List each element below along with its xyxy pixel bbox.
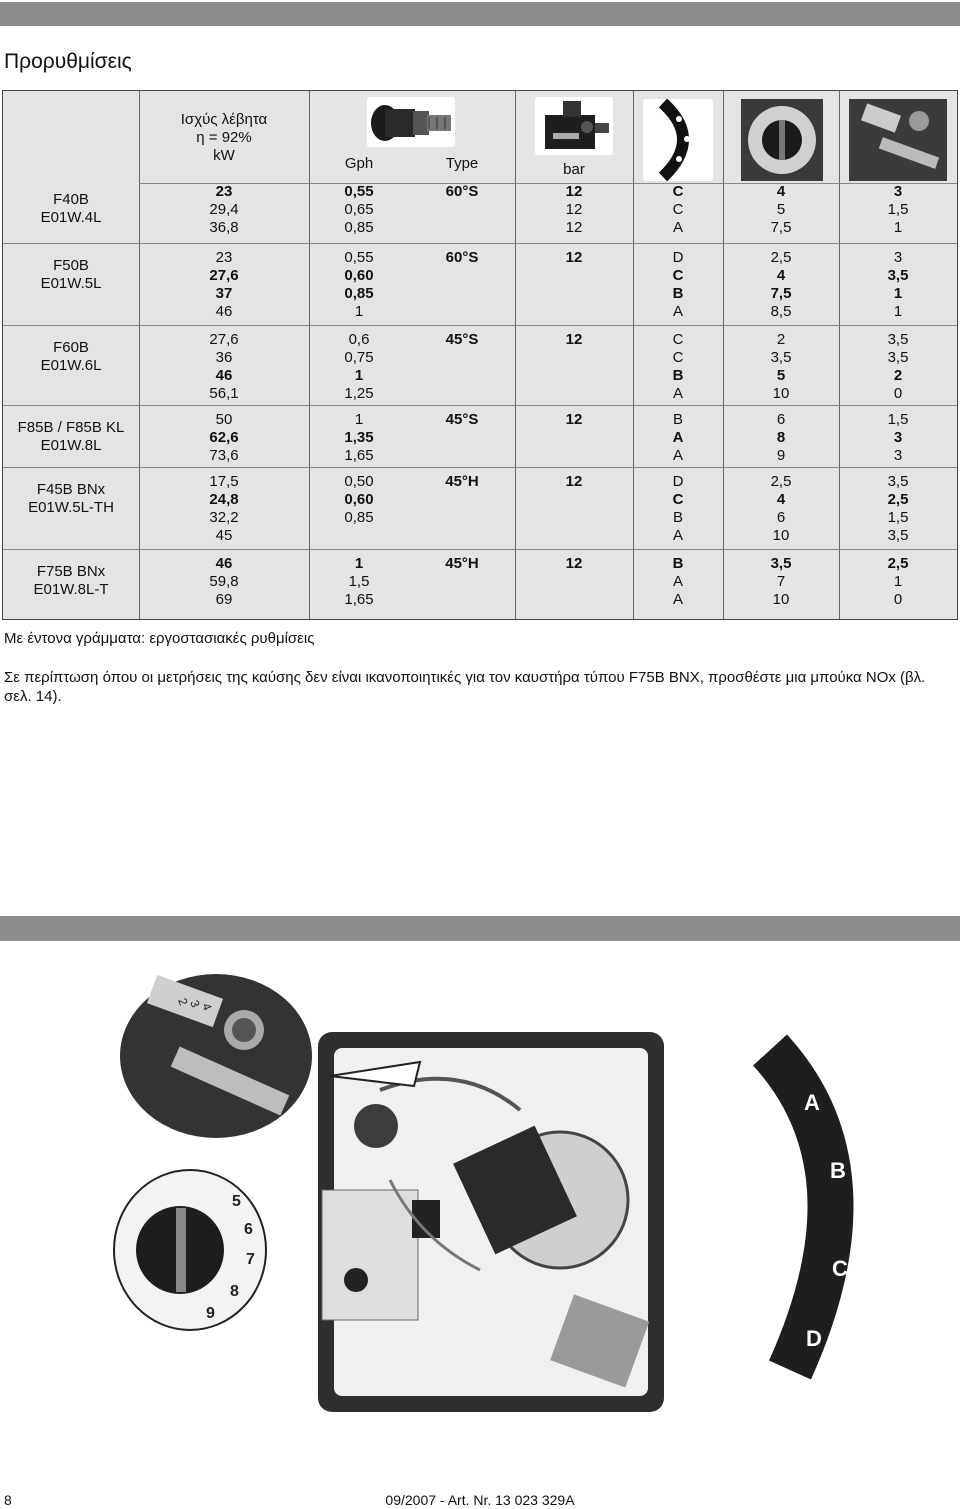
- cell-value: D: [672, 473, 684, 490]
- cell-value: 5: [776, 201, 786, 218]
- cell-value: 3: [893, 447, 903, 464]
- cell-value: 17,5: [209, 473, 239, 490]
- cell-type: [409, 249, 515, 267]
- air-dial-icon: [741, 99, 823, 181]
- dial-number: 6: [244, 1221, 253, 1238]
- cell-value: C: [672, 491, 684, 508]
- cell-dial: [723, 183, 839, 237]
- cell-value: 0,85: [344, 219, 374, 236]
- cell-value: A: [672, 527, 683, 544]
- cell-value: 6: [776, 411, 786, 428]
- cell-value: 1: [893, 303, 903, 320]
- cell-value: 1,5: [887, 201, 909, 218]
- cell-value: 5: [776, 367, 786, 384]
- plate-digit: 2: [175, 996, 191, 1008]
- bar-header: bar: [563, 161, 585, 178]
- cell-type: [409, 411, 515, 429]
- cell-gph: [309, 249, 409, 321]
- arc-scale: [770, 1050, 831, 1370]
- cell-value: 32,2: [209, 509, 239, 526]
- cell-value: 45°H: [445, 473, 479, 490]
- cell-value: 1: [354, 303, 364, 320]
- cell-value: 0,6: [348, 331, 370, 348]
- cell-value: 2,5: [887, 555, 909, 572]
- cell-value: 0,65: [344, 201, 374, 218]
- row-divider: [3, 549, 957, 550]
- cell-value: 2: [893, 367, 903, 384]
- cell-value: 10: [772, 385, 790, 402]
- cell-value: E01W.8L-T: [33, 581, 109, 598]
- cell-model: [3, 191, 139, 227]
- cell-value: 56,1: [209, 385, 239, 402]
- cell-value: A: [672, 447, 683, 464]
- cell-value: 0,85: [344, 509, 374, 526]
- cell-value: 45°H: [445, 555, 479, 572]
- cell-value: 24,8: [209, 491, 239, 508]
- pump-icon: [535, 97, 613, 155]
- cell-last: [839, 183, 957, 237]
- cell-value: E01W.5L-TH: [28, 499, 114, 516]
- cell-value: E01W.6L: [40, 357, 102, 374]
- cell-value: 60°S: [445, 249, 479, 266]
- cell-bar: [515, 183, 633, 237]
- power-header-label: Ισχύς λέβητα: [180, 111, 268, 128]
- cell-value: A: [672, 219, 683, 236]
- cell-type: [409, 555, 515, 573]
- cell-value: F75B BNx: [36, 563, 106, 580]
- cell-value: 2,5: [770, 249, 792, 266]
- cell-value: A: [672, 591, 683, 608]
- cell-value: 2,5: [887, 491, 909, 508]
- cell-value: 60°S: [445, 183, 479, 200]
- cell-model: [3, 481, 139, 517]
- cell-value: 0,60: [344, 267, 374, 284]
- cell-value: 1,5: [887, 509, 909, 526]
- cell-value: 45°S: [445, 411, 479, 428]
- cell-value: F45B BNx: [36, 481, 106, 498]
- cell-model: [3, 419, 139, 455]
- cell-value: 0,55: [344, 249, 374, 266]
- cell-model: [3, 563, 139, 599]
- presettings-table: [2, 90, 958, 620]
- cell-value: 1: [354, 411, 364, 428]
- cell-value: D: [672, 249, 684, 266]
- scale-letter: A: [804, 1090, 820, 1115]
- cell-value: 8,5: [770, 303, 792, 320]
- cell-type: [409, 183, 515, 201]
- cell-value: 12: [565, 183, 583, 200]
- cell-value: F85B / F85B KL: [17, 419, 125, 436]
- cell-value: 12: [565, 411, 583, 428]
- cell-gph: [309, 473, 409, 527]
- cell-value: F40B: [53, 191, 89, 208]
- cell-value: B: [672, 555, 684, 572]
- power-header: [139, 111, 309, 165]
- cell-value: 1,65: [344, 591, 374, 608]
- nozzle-icon: [367, 97, 455, 147]
- cell-value: 1: [893, 219, 903, 236]
- cell-value: 12: [565, 555, 583, 572]
- cell-dial: [723, 555, 839, 609]
- cell-value: 2: [776, 331, 786, 348]
- cell-gph: [309, 183, 409, 237]
- top-gray-bar: [0, 2, 960, 26]
- cell-bar: [515, 331, 633, 349]
- cell-value: 73,6: [209, 447, 239, 464]
- row-divider: [3, 405, 957, 406]
- power-unit: kW: [213, 147, 235, 164]
- cell-value: 2,5: [770, 473, 792, 490]
- cell-value: 1,5: [348, 573, 370, 590]
- cell-kw: [139, 331, 309, 403]
- cell-gph: [309, 555, 409, 609]
- cell-value: 46: [215, 303, 233, 320]
- cell-value: 7: [776, 573, 786, 590]
- cell-value: 0,50: [344, 473, 374, 490]
- cell-kw: [139, 249, 309, 321]
- cell-letter: [633, 411, 723, 465]
- cell-value: 0: [893, 591, 903, 608]
- cell-value: 1: [354, 367, 364, 384]
- cell-letter: [633, 249, 723, 321]
- cell-value: A: [672, 429, 684, 446]
- bold-values-note: Με έντονα γράμματα: εργοστασιακές ρυθμίσεις: [4, 630, 315, 647]
- cell-value: 3,5: [770, 349, 792, 366]
- cell-value: 0: [893, 385, 903, 402]
- cell-dial: [723, 473, 839, 545]
- cell-last: [839, 473, 957, 545]
- cell-value: 36,8: [209, 219, 239, 236]
- cell-value: 9: [776, 447, 786, 464]
- cell-value: 3,5: [887, 527, 909, 544]
- cell-value: 1: [354, 555, 364, 572]
- cell-last: [839, 411, 957, 465]
- cell-value: A: [672, 303, 683, 320]
- head-plate-icon: [849, 99, 947, 181]
- cell-gph: [309, 331, 409, 403]
- cell-value: 69: [215, 591, 233, 608]
- cell-gph: [309, 411, 409, 465]
- cell-value: 0,55: [344, 183, 374, 200]
- cell-type: [409, 331, 515, 349]
- cell-value: 23: [215, 249, 233, 266]
- cell-type: [409, 473, 515, 491]
- cell-value: 0,85: [344, 285, 374, 302]
- cell-value: 7,5: [770, 219, 792, 236]
- cell-dial: [723, 249, 839, 321]
- cell-value: 8: [776, 429, 786, 446]
- scale-letter: C: [832, 1256, 848, 1281]
- efficiency-label: η = 92%: [196, 129, 252, 146]
- cell-bar: [515, 555, 633, 573]
- cell-value: 10: [772, 591, 790, 608]
- page-number: 8: [4, 1492, 12, 1508]
- cell-model: [3, 257, 139, 293]
- page-title: Προρυθμίσεις: [4, 50, 132, 73]
- cell-model: [3, 339, 139, 375]
- cell-value: F60B: [53, 339, 89, 356]
- cell-value: A: [672, 385, 683, 402]
- scale-letter: D: [806, 1326, 822, 1351]
- cell-value: 1,25: [344, 385, 374, 402]
- scale-letter: B: [830, 1158, 846, 1183]
- cell-value: C: [672, 349, 684, 366]
- cell-value: 45°S: [445, 331, 479, 348]
- cell-value: E01W.5L: [40, 275, 102, 292]
- type-header: Type: [445, 155, 479, 172]
- cell-kw: [139, 555, 309, 609]
- cell-value: 27,6: [209, 267, 239, 284]
- cell-value: 3,5: [887, 267, 909, 284]
- cell-letter: [633, 473, 723, 545]
- cell-value: 46: [215, 367, 233, 384]
- cell-dial: [723, 331, 839, 403]
- nox-note: Σε περίπτωση όπου οι μετρήσεις της καύσης δεν είναι ικανοποιητικές για τον καυστήρα τύπου F75B BNX, προσθέστε μια μπούκα NOx (βλ. σελ. 14).: [4, 669, 926, 705]
- dial-number: 8: [230, 1283, 239, 1300]
- cell-value: 3,5: [887, 349, 909, 366]
- cell-value: 29,4: [209, 201, 239, 218]
- cell-value: B: [672, 367, 684, 384]
- cell-value: 27,6: [209, 331, 239, 348]
- cell-value: A: [672, 573, 683, 590]
- dial-number: 5: [232, 1193, 241, 1210]
- cell-value: 3,5: [770, 555, 792, 572]
- article-number: 09/2007 - Art. Nr. 13 023 329A: [385, 1492, 575, 1508]
- cell-value: 62,6: [209, 429, 239, 446]
- cell-dial: [723, 411, 839, 465]
- gph-header: Gph: [344, 155, 374, 172]
- section-gray-bar: [0, 916, 960, 941]
- plate-digit: 3: [187, 998, 203, 1010]
- cell-kw: [139, 411, 309, 465]
- cell-value: F50B: [53, 257, 89, 274]
- cell-last: [839, 331, 957, 403]
- cell-value: 3,5: [887, 473, 909, 490]
- cell-value: 7,5: [770, 285, 792, 302]
- cell-value: 0,60: [344, 491, 374, 508]
- cell-bar: [515, 411, 633, 429]
- cell-letter: [633, 555, 723, 609]
- cell-value: 3: [893, 183, 903, 200]
- cell-value: 4: [776, 183, 786, 200]
- cell-value: C: [672, 201, 684, 218]
- cell-letter: [633, 183, 723, 237]
- cell-value: 6: [776, 509, 786, 526]
- cell-value: 46: [215, 555, 233, 572]
- cell-value: 1: [893, 573, 903, 590]
- row-divider: [3, 243, 957, 244]
- row-divider: [3, 467, 957, 468]
- row-divider: [3, 325, 957, 326]
- cell-value: 10: [772, 527, 790, 544]
- cell-last: [839, 249, 957, 321]
- cell-value: E01W.4L: [40, 209, 102, 226]
- cell-value: 12: [565, 201, 583, 218]
- cell-value: 3: [893, 249, 903, 266]
- arc-scale-icon: [643, 99, 713, 181]
- cell-value: C: [672, 267, 684, 284]
- cell-value: 1: [893, 285, 903, 302]
- cell-value: 3: [893, 429, 903, 446]
- cell-value: 37: [215, 285, 233, 302]
- cell-value: 12: [565, 249, 583, 266]
- cell-last: [839, 555, 957, 609]
- cell-letter: [633, 331, 723, 403]
- cell-bar: [515, 249, 633, 267]
- cell-kw: [139, 473, 309, 545]
- dial-number: 7: [246, 1251, 255, 1268]
- cell-value: 1,35: [344, 429, 374, 446]
- cell-value: C: [672, 183, 684, 200]
- cell-value: 36: [215, 349, 233, 366]
- cell-value: 12: [565, 219, 583, 236]
- cell-value: 12: [565, 473, 583, 490]
- cell-value: 3,5: [887, 331, 909, 348]
- cell-value: 4: [776, 491, 786, 508]
- cell-value: B: [672, 285, 684, 302]
- cell-value: 1,5: [887, 411, 909, 428]
- cell-value: E01W.8L: [40, 437, 102, 454]
- cell-bar: [515, 473, 633, 491]
- cell-value: 0,75: [344, 349, 374, 366]
- cell-value: B: [672, 411, 683, 428]
- cell-value: 50: [215, 411, 233, 428]
- plate-digit: 4: [199, 1001, 215, 1013]
- cell-value: C: [672, 331, 684, 348]
- cell-value: 45: [215, 527, 233, 544]
- cell-value: 4: [776, 267, 786, 284]
- cell-value: 59,8: [209, 573, 239, 590]
- cell-value: 1,65: [344, 447, 374, 464]
- cell-value: 23: [215, 183, 233, 200]
- cell-kw: [139, 183, 309, 237]
- cell-value: B: [672, 509, 683, 526]
- burner-illustration: [0, 950, 960, 1490]
- cell-value: 12: [565, 331, 583, 348]
- dial-number: 9: [206, 1305, 215, 1322]
